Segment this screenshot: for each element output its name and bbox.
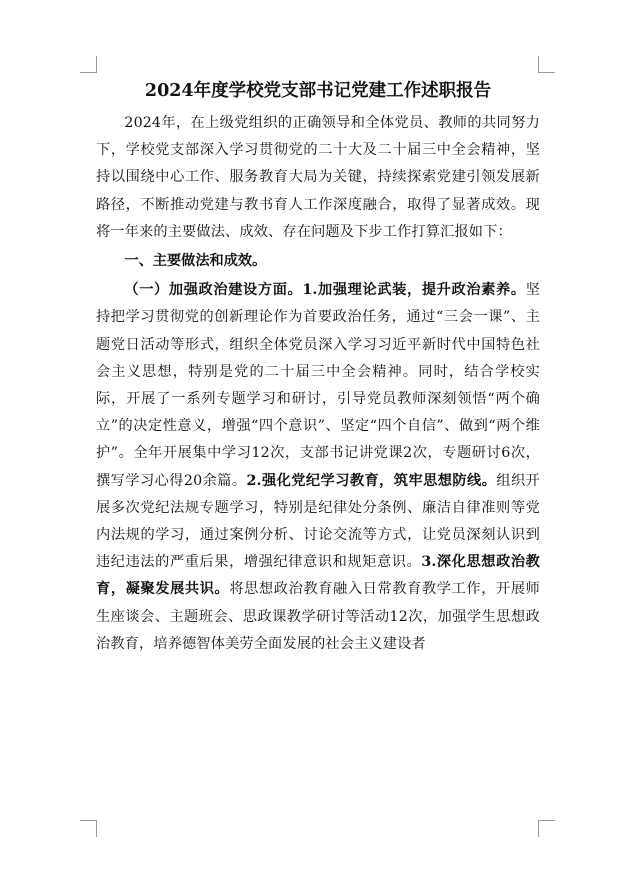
point-heading-3: 3.深化思想政治教育，凝聚发展共识。 [96,554,540,598]
point-text-3: 将思想政治教育融入日常教育教学工作，开展师生座谈会、主题班会、思政课教学研讨等活动12次，加强学生思想政治教育，培养德智体美劳全面发展的社会主义建设者 [96,581,540,652]
document-body [96,72,540,658]
margin-corner-mark-top-right [538,56,555,73]
point-heading-1: 1.加强理论武装，提升政治素养。 [302,282,526,299]
point-heading-2: 2.强化党纪学习教育，筑牢思想防线。 [246,472,497,489]
margin-corner-mark-bottom-left [80,820,97,837]
body-paragraph [96,277,540,658]
section-heading: 一、主要做法和成效。 [124,253,267,270]
document-title: 2024年度学校党支部书记党建工作述职报告 [144,81,492,101]
margin-corner-mark-top-left [80,56,97,73]
point-text-2: 组织开展多次党纪法规专题学习，特别是纪律处分条例、廉洁自律准则等党内法规的学习，通过案例分析、讨论交流等方式，让党员深刻认识到违纪违法的严重后果，增强纪律意识和规矩意识。 [96,472,540,571]
intro-paragraph: 2024年，在上级党组织的正确领导和全体党员、教师的共同努力下，学校党支部深入学习贯彻党的二十大及二十届三中全会精神，坚持以围绕中心工作、服务教育大局为关键，持续探索党建引领发展新路径，不断推动党建与教书育人工作深度融合，取得了显著成效。现将一年来的主要做法、成效、存在问题及下步工作打算汇报如下： [96,115,540,240]
margin-corner-mark-bottom-right [538,820,555,837]
subsection-heading: （一）加强政治建设方面。 [124,282,303,299]
point-text-1: 坚持把学习贯彻党的创新理论作为首要政治任务，通过“三会一课”、主题党日活动等形式，组织全体党员深入学习习近平新时代中国特色社会主义思想，特别是党的二十届三中全会精神。同时，结合学校实际，开展了一系列专题学习和研讨，引导党员教师深刻领悟“两个确立”的决定性意义，增强“四个意识”、坚定“四个自信”、做到“两个维护”。全年开展集中学习12次，支部书记讲党课2次，专题研讨6次，撰写学习心得20余篇。 [96,282,540,489]
